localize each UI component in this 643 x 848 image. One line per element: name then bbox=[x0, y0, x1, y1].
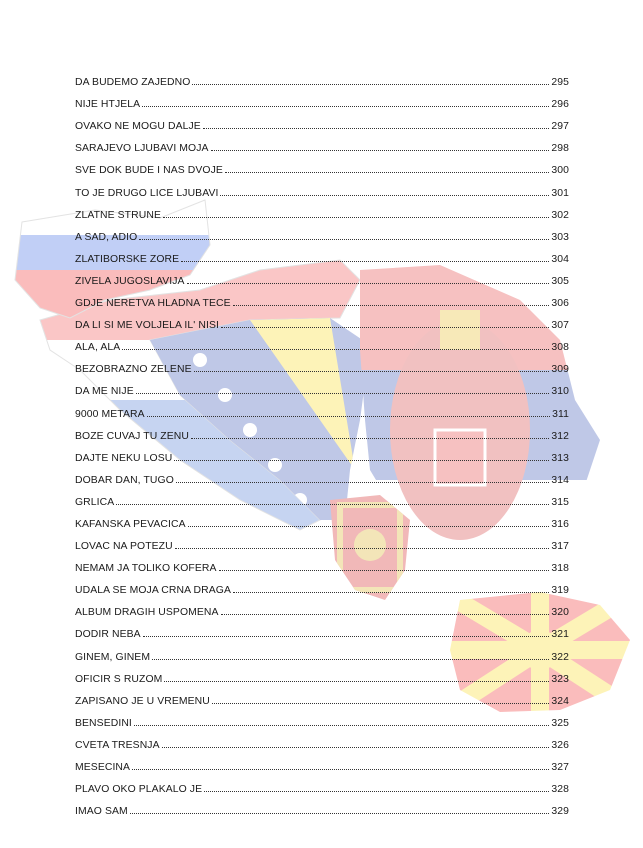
toc-entry-page-number: 311 bbox=[552, 408, 569, 420]
toc-entry-page-number: 325 bbox=[551, 717, 569, 729]
toc-dot-leader bbox=[143, 636, 550, 637]
toc-entry-title: UDALA SE MOJA CRNA DRAGA bbox=[75, 585, 231, 597]
toc-entry[interactable] bbox=[75, 176, 569, 198]
toc-entry-page-number: 318 bbox=[551, 563, 569, 575]
toc-entry-page-number: 313 bbox=[551, 452, 569, 464]
toc-dot-leader bbox=[142, 106, 549, 107]
toc-entry[interactable] bbox=[75, 574, 569, 596]
toc-dot-leader bbox=[221, 614, 550, 615]
toc-dot-leader bbox=[174, 460, 549, 461]
toc-dot-leader bbox=[204, 791, 549, 792]
toc-entry-title: SARAJEVO LJUBAVI MOJA bbox=[75, 143, 209, 155]
toc-entry-page-number: 301 bbox=[551, 187, 569, 199]
toc-dot-leader bbox=[233, 592, 549, 593]
table-of-contents bbox=[75, 66, 569, 817]
toc-entry-title: BENSEDINI bbox=[75, 717, 132, 729]
toc-entry-page-number: 296 bbox=[551, 99, 569, 111]
toc-entry-page-number: 307 bbox=[551, 320, 569, 332]
toc-entry-title: DA BUDEMO ZAJEDNO bbox=[75, 77, 191, 89]
toc-dot-leader bbox=[164, 681, 549, 682]
toc-entry[interactable] bbox=[75, 353, 569, 375]
toc-dot-leader bbox=[181, 261, 549, 262]
toc-entry[interactable] bbox=[75, 773, 569, 795]
toc-entry-title: NEMAM JA TOLIKO KOFERA bbox=[75, 563, 217, 575]
toc-entry[interactable] bbox=[75, 751, 569, 773]
toc-dot-leader bbox=[176, 482, 549, 483]
toc-entry[interactable] bbox=[75, 132, 569, 154]
toc-entry-page-number: 326 bbox=[551, 739, 569, 751]
toc-entry-title: ZLATNE STRUNE bbox=[75, 209, 161, 221]
toc-entry-title: TO JE DRUGO LICE LJUBAVI bbox=[75, 187, 219, 199]
toc-entry-title: ZIVELA JUGOSLAVIJA bbox=[75, 275, 185, 287]
toc-entry-page-number: 302 bbox=[551, 209, 569, 221]
toc-dot-leader bbox=[116, 504, 549, 505]
toc-entry-page-number: 328 bbox=[551, 784, 569, 796]
toc-entry-page-number: 297 bbox=[551, 121, 569, 133]
toc-entry-page-number: 303 bbox=[551, 231, 569, 243]
toc-entry-title: DA ME NIJE bbox=[75, 386, 134, 398]
toc-dot-leader bbox=[220, 195, 549, 196]
toc-entry-title: GDJE NERETVA HLADNA TECE bbox=[75, 298, 231, 310]
toc-entry-page-number: 309 bbox=[551, 364, 569, 376]
toc-entry[interactable] bbox=[75, 530, 569, 552]
toc-entry-page-number: 316 bbox=[551, 518, 569, 530]
toc-entry-page-number: 322 bbox=[551, 651, 569, 663]
toc-dot-leader bbox=[187, 283, 550, 284]
toc-entry-page-number: 327 bbox=[551, 762, 569, 773]
toc-entry[interactable] bbox=[75, 707, 569, 729]
toc-entry[interactable] bbox=[75, 88, 569, 110]
toc-dot-leader bbox=[175, 548, 550, 549]
toc-dot-leader bbox=[152, 659, 549, 660]
toc-entry[interactable] bbox=[75, 729, 569, 751]
toc-entry-page-number: 295 bbox=[551, 77, 569, 89]
toc-dot-leader bbox=[191, 438, 549, 439]
toc-entry-page-number: 298 bbox=[551, 143, 569, 155]
toc-dot-leader bbox=[134, 725, 549, 726]
toc-entry[interactable] bbox=[75, 221, 569, 243]
toc-entry-title: A SAD, ADIO bbox=[75, 231, 138, 243]
toc-dot-leader bbox=[188, 526, 550, 527]
toc-entry-title: ZLATIBORSKE ZORE bbox=[75, 253, 180, 265]
toc-entry-title: CVETA TRESNJA bbox=[75, 739, 160, 751]
toc-entry-page-number: 329 bbox=[551, 806, 569, 818]
toc-entry-page-number: 320 bbox=[551, 607, 569, 619]
toc-entry-title: DOBAR DAN, TUGO bbox=[75, 474, 174, 486]
toc-dot-leader bbox=[136, 393, 550, 394]
toc-entry-title: ALBUM DRAGIH USPOMENA bbox=[75, 607, 219, 619]
toc-entry[interactable] bbox=[75, 442, 569, 464]
toc-entry-title: BEZOBRAZNO ZELENE bbox=[75, 364, 192, 376]
toc-dot-leader bbox=[203, 128, 550, 129]
toc-entry[interactable] bbox=[75, 287, 569, 309]
toc-entry-page-number: 321 bbox=[551, 629, 569, 641]
toc-dot-leader bbox=[122, 349, 549, 350]
toc-entry-page-number: 308 bbox=[551, 342, 569, 354]
toc-entry[interactable] bbox=[75, 596, 569, 618]
toc-dot-leader bbox=[211, 150, 550, 151]
toc-entry-title: 9000 METARA bbox=[75, 408, 145, 420]
toc-entry[interactable] bbox=[75, 508, 569, 530]
toc-entry-page-number: 304 bbox=[551, 253, 569, 265]
toc-dot-leader bbox=[194, 371, 550, 372]
toc-entry[interactable] bbox=[75, 397, 569, 419]
toc-entry[interactable] bbox=[75, 243, 569, 265]
toc-dot-leader bbox=[130, 813, 550, 814]
toc-entry[interactable] bbox=[75, 375, 569, 397]
toc-entry[interactable] bbox=[75, 199, 569, 221]
toc-dot-leader bbox=[139, 239, 549, 240]
toc-entry-title: DODIR NEBA bbox=[75, 629, 141, 641]
toc-dot-leader bbox=[221, 327, 549, 328]
toc-entry[interactable] bbox=[75, 663, 569, 685]
toc-entry[interactable] bbox=[75, 420, 569, 442]
toc-entry[interactable] bbox=[75, 309, 569, 331]
toc-entry[interactable] bbox=[75, 265, 569, 287]
toc-entry-page-number: 312 bbox=[551, 430, 569, 442]
toc-entry[interactable] bbox=[75, 331, 569, 353]
toc-entry-title: OFICIR S RUZOM bbox=[75, 673, 163, 685]
toc-entry[interactable] bbox=[75, 66, 569, 88]
toc-entry-page-number: 317 bbox=[551, 541, 569, 553]
toc-dot-leader bbox=[233, 305, 550, 306]
toc-entry-title: GRLICA bbox=[75, 496, 115, 508]
toc-entry[interactable] bbox=[75, 110, 569, 132]
toc-dot-leader bbox=[147, 416, 550, 417]
toc-entry-page-number: 300 bbox=[551, 165, 569, 177]
toc-entry-title: BOZE CUVAJ TU ZENU bbox=[75, 430, 189, 442]
toc-entry[interactable] bbox=[75, 552, 569, 574]
toc-entry-title: NIJE HTJELA bbox=[75, 99, 141, 111]
toc-entry[interactable] bbox=[75, 154, 569, 176]
toc-entry[interactable] bbox=[75, 795, 569, 817]
toc-entry[interactable] bbox=[75, 486, 569, 508]
toc-entry[interactable] bbox=[75, 464, 569, 486]
toc-dot-leader bbox=[163, 217, 549, 218]
toc-entry-title: DA LI SI ME VOLJELA IL' NISI bbox=[75, 320, 219, 332]
toc-entry-title: LOVAC NA POTEZU bbox=[75, 541, 173, 553]
toc-dot-leader bbox=[192, 84, 549, 85]
toc-entry-title: ALA, ALA bbox=[75, 342, 121, 354]
toc-entry-page-number: 314 bbox=[551, 474, 569, 486]
toc-entry[interactable] bbox=[75, 618, 569, 640]
toc-dot-leader bbox=[132, 769, 549, 770]
toc-entry-title: OVAKO NE MOGU DALJE bbox=[75, 121, 201, 133]
toc-entry-title: KAFANSKA PEVACICA bbox=[75, 518, 186, 530]
toc-entry-page-number: 306 bbox=[551, 298, 569, 310]
toc-entry-page-number: 305 bbox=[551, 275, 569, 287]
toc-entry-title: GINEM, GINEM bbox=[75, 651, 151, 663]
toc-dot-leader bbox=[225, 172, 549, 173]
toc-entry-page-number: 310 bbox=[551, 386, 569, 398]
toc-entry[interactable] bbox=[75, 640, 569, 662]
toc-entry-title: SVE DOK BUDE I NAS DVOJE bbox=[75, 165, 223, 177]
toc-entry-page-number: 319 bbox=[551, 585, 569, 597]
toc-entry-title: DAJTE NEKU LOSU bbox=[75, 452, 173, 464]
toc-entry-title: MESECINA bbox=[75, 762, 131, 773]
toc-entry-page-number: 315 bbox=[551, 496, 569, 508]
toc-entry-title: ZAPISANO JE U VREMENU bbox=[75, 695, 210, 707]
toc-entry[interactable] bbox=[75, 685, 569, 707]
toc-entry-title: IMAO SAM bbox=[75, 806, 128, 818]
toc-dot-leader bbox=[219, 570, 550, 571]
toc-entry-page-number: 323 bbox=[551, 673, 569, 685]
toc-dot-leader bbox=[212, 703, 549, 704]
toc-entry-title: PLAVO OKO PLAKALO JE bbox=[75, 784, 203, 796]
toc-dot-leader bbox=[162, 747, 550, 748]
toc-entry-page-number: 324 bbox=[551, 695, 569, 707]
